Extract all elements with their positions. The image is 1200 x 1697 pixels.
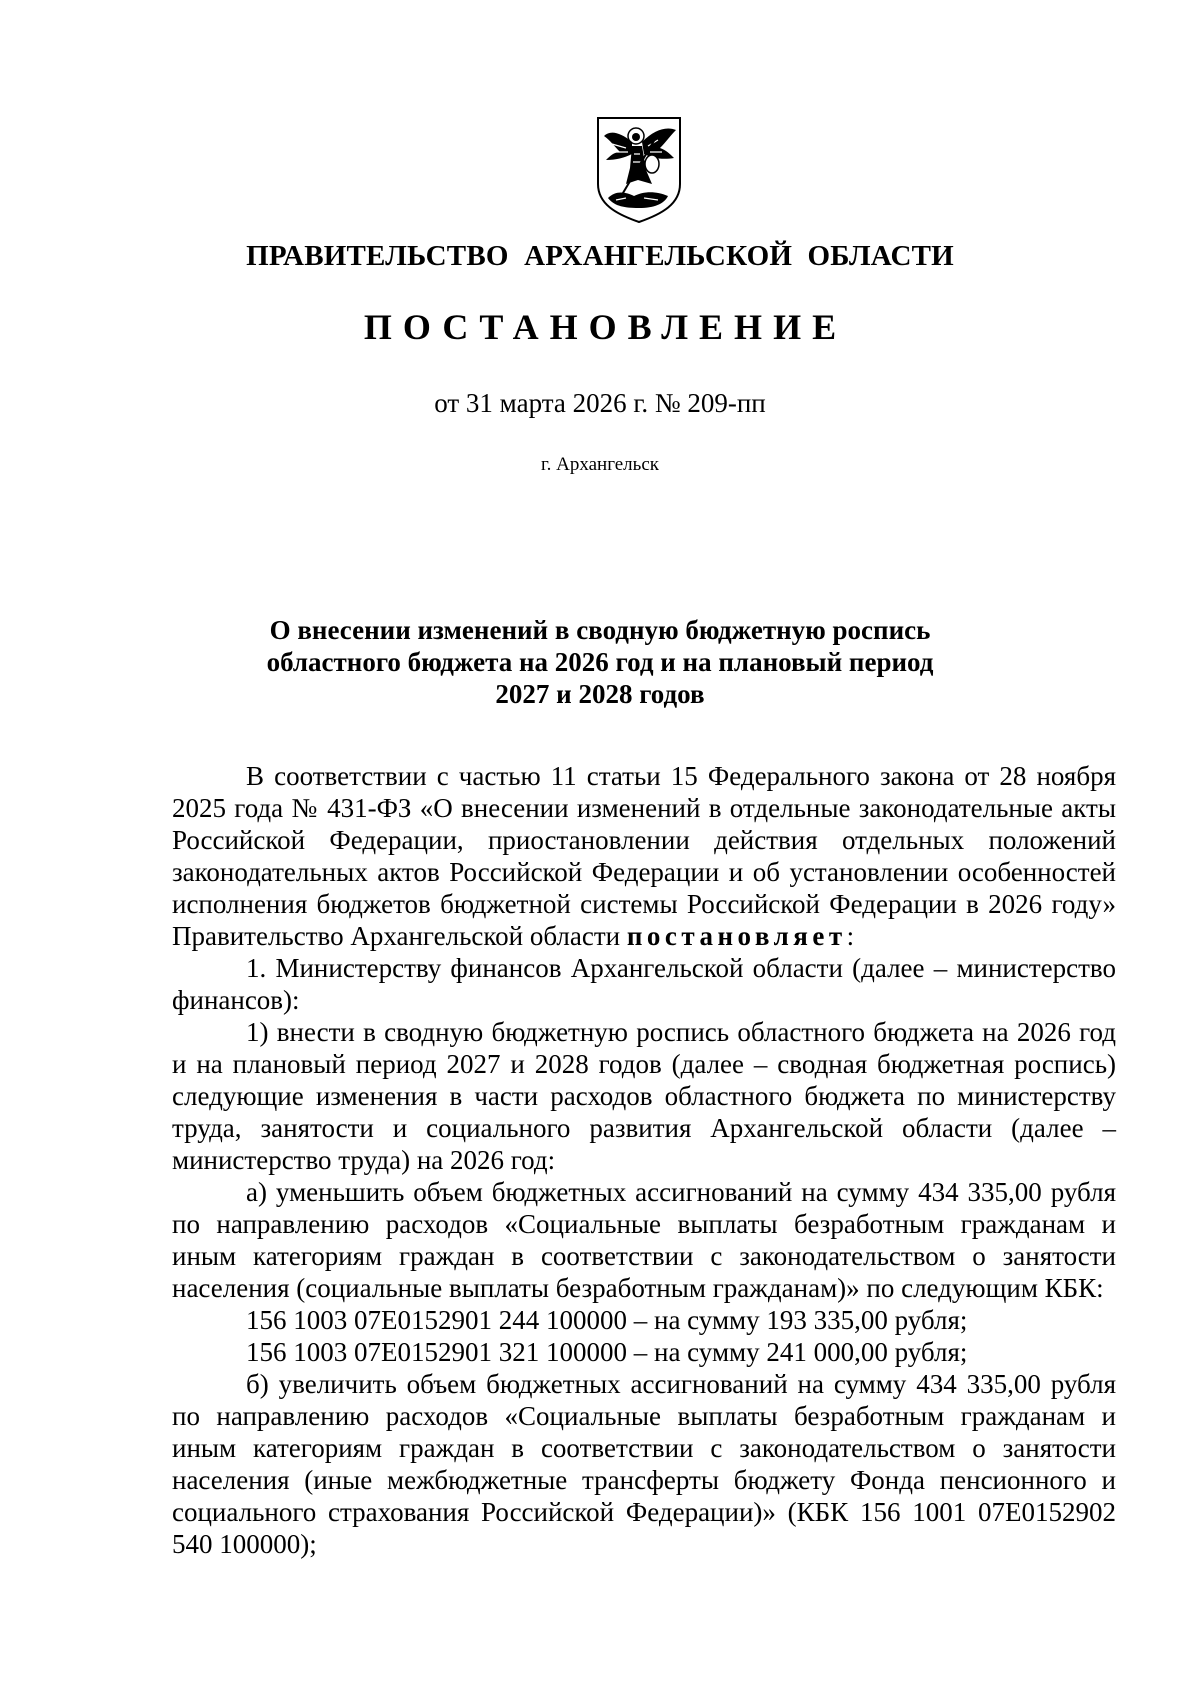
- item-1-1-paragraph: 1) внести в сводную бюджетную роспись областного бюджета на 2026 год и на плановый период 2027 и 2028 годов (далее – сводная бюджетная роспись) следующие изменения в части расходов областного бюджета по министерству труда, занятости и социального развития Архангельской области (далее – министерство труда) на 2026 год:: [172, 1017, 1116, 1175]
- document-date-number: от 31 марта 2026 г. № 209-пп: [434, 388, 766, 418]
- resolves-colon: :: [846, 921, 855, 951]
- document-body: [172, 760, 1116, 1560]
- subject-line-2: областного бюджета на 2026 год и на плановый период: [266, 647, 934, 677]
- item-b-paragraph: б) увеличить объем бюджетных ассигнований на сумму 434 335,00 рубля по направлению расходов «Социальные выплаты безработным гражданам и иным категориям граждан в соответствии с законодательством о занятости населения (иные межбюджетные трансферты бюджету Фонда пенсионного и социального страхования Российской Федерации)» (КБК 156 1001 07Е0152902 540 100000);: [172, 1369, 1116, 1559]
- document-city: г. Архангельск: [540, 454, 659, 475]
- subject-line-1: О внесении изменений в сводную бюджетную роспись: [269, 615, 931, 645]
- item-a-paragraph: а) уменьшить объем бюджетных ассигнований на сумму 434 335,00 рубля по направлению расходов «Социальные выплаты безработным гражданам и иным категориям граждан в соответствии с законодательством о занятости населения (социальные выплаты безработным гражданам)» по следующим КБК:: [172, 1177, 1116, 1303]
- document-type-title: ПОСТАНОВЛЕНИЕ: [363, 307, 848, 347]
- intro-text: В соответствии с частью 11 статьи 15 Федерального закона от 28 ноября 2025 года № 431-ФЗ «О внесении изменений в отдельные законодательные акты Российской Федерации, приостановлении действия отдельных положений законодательных актов Российской Федерации и об установлении особенностей исполнения бюджетов бюджетной системы Российской Федерации в 2026 году» Правительство Архангельской области: [172, 761, 1116, 951]
- arkhangelsk-coat-of-arms-icon: [592, 114, 686, 226]
- kbk-line-1: 156 1003 07Е0152901 244 100000 – на сумму 193 335,00 рубля;: [246, 1305, 968, 1335]
- item-1-paragraph: 1. Министерству финансов Архангельской области (далее – министерство финансов):: [172, 953, 1116, 1015]
- resolves-word: постановляет: [626, 921, 847, 951]
- document-subject: [0, 614, 1200, 710]
- intro-paragraph: [172, 760, 1116, 952]
- kbk-line-2: 156 1003 07Е0152901 321 100000 – на сумму 241 000,00 рубля;: [246, 1337, 968, 1367]
- government-name: ПРАВИТЕЛЬСТВО АРХАНГЕЛЬСКОЙ ОБЛАСТИ: [246, 240, 954, 272]
- subject-line-3: 2027 и 2028 годов: [495, 679, 705, 709]
